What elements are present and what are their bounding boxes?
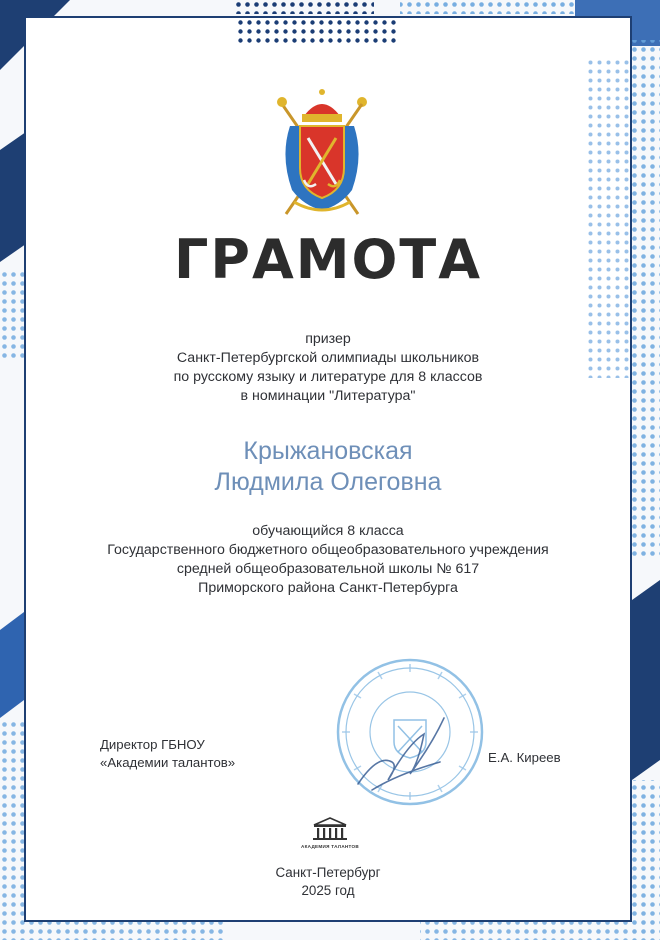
school-line: Государственного бюджетного общеобразовательного учреждения [107, 542, 549, 558]
signature-icon [348, 704, 458, 796]
recipient-surname: Крыжановская [243, 437, 413, 465]
coat-of-arms-icon [274, 86, 370, 222]
award-description [26, 330, 630, 406]
certificate-content [26, 18, 630, 920]
award-line: в номинации "Литература" [240, 388, 416, 404]
signer-position [100, 736, 235, 772]
school-line: обучающийся 8 класса [252, 523, 404, 539]
school-line: Приморского района Санкт-Петербурга [198, 580, 458, 596]
academy-building-icon [310, 816, 350, 842]
award-line: Санкт-Петербургской олимпиады школьников [176, 350, 480, 366]
signer-name: Е.А. Киреев [488, 750, 561, 765]
footer-year: 2025 год [301, 883, 355, 898]
certificate-sheet [24, 16, 632, 922]
recipient-name [26, 436, 630, 498]
footer-city: Санкт-Петербург [275, 865, 381, 880]
school-line: средней общеобразовательной школы № 617 [176, 561, 480, 577]
signer-position-line: Директор ГБНОУ [100, 737, 205, 752]
footer [26, 864, 630, 900]
recipient-given-names: Людмила Олеговна [214, 468, 442, 496]
award-line: призер [305, 331, 351, 347]
academy-logo-text: АКАДЕМИЯ ТАЛАНТОВ [300, 844, 360, 849]
academy-logo [298, 816, 362, 858]
award-line: по русскому языку и литературе для 8 классов [173, 369, 483, 385]
certificate-title: ГРАМОТА [173, 228, 483, 291]
school-description [26, 522, 630, 598]
signer-position-line: «Академии талантов» [100, 755, 236, 770]
